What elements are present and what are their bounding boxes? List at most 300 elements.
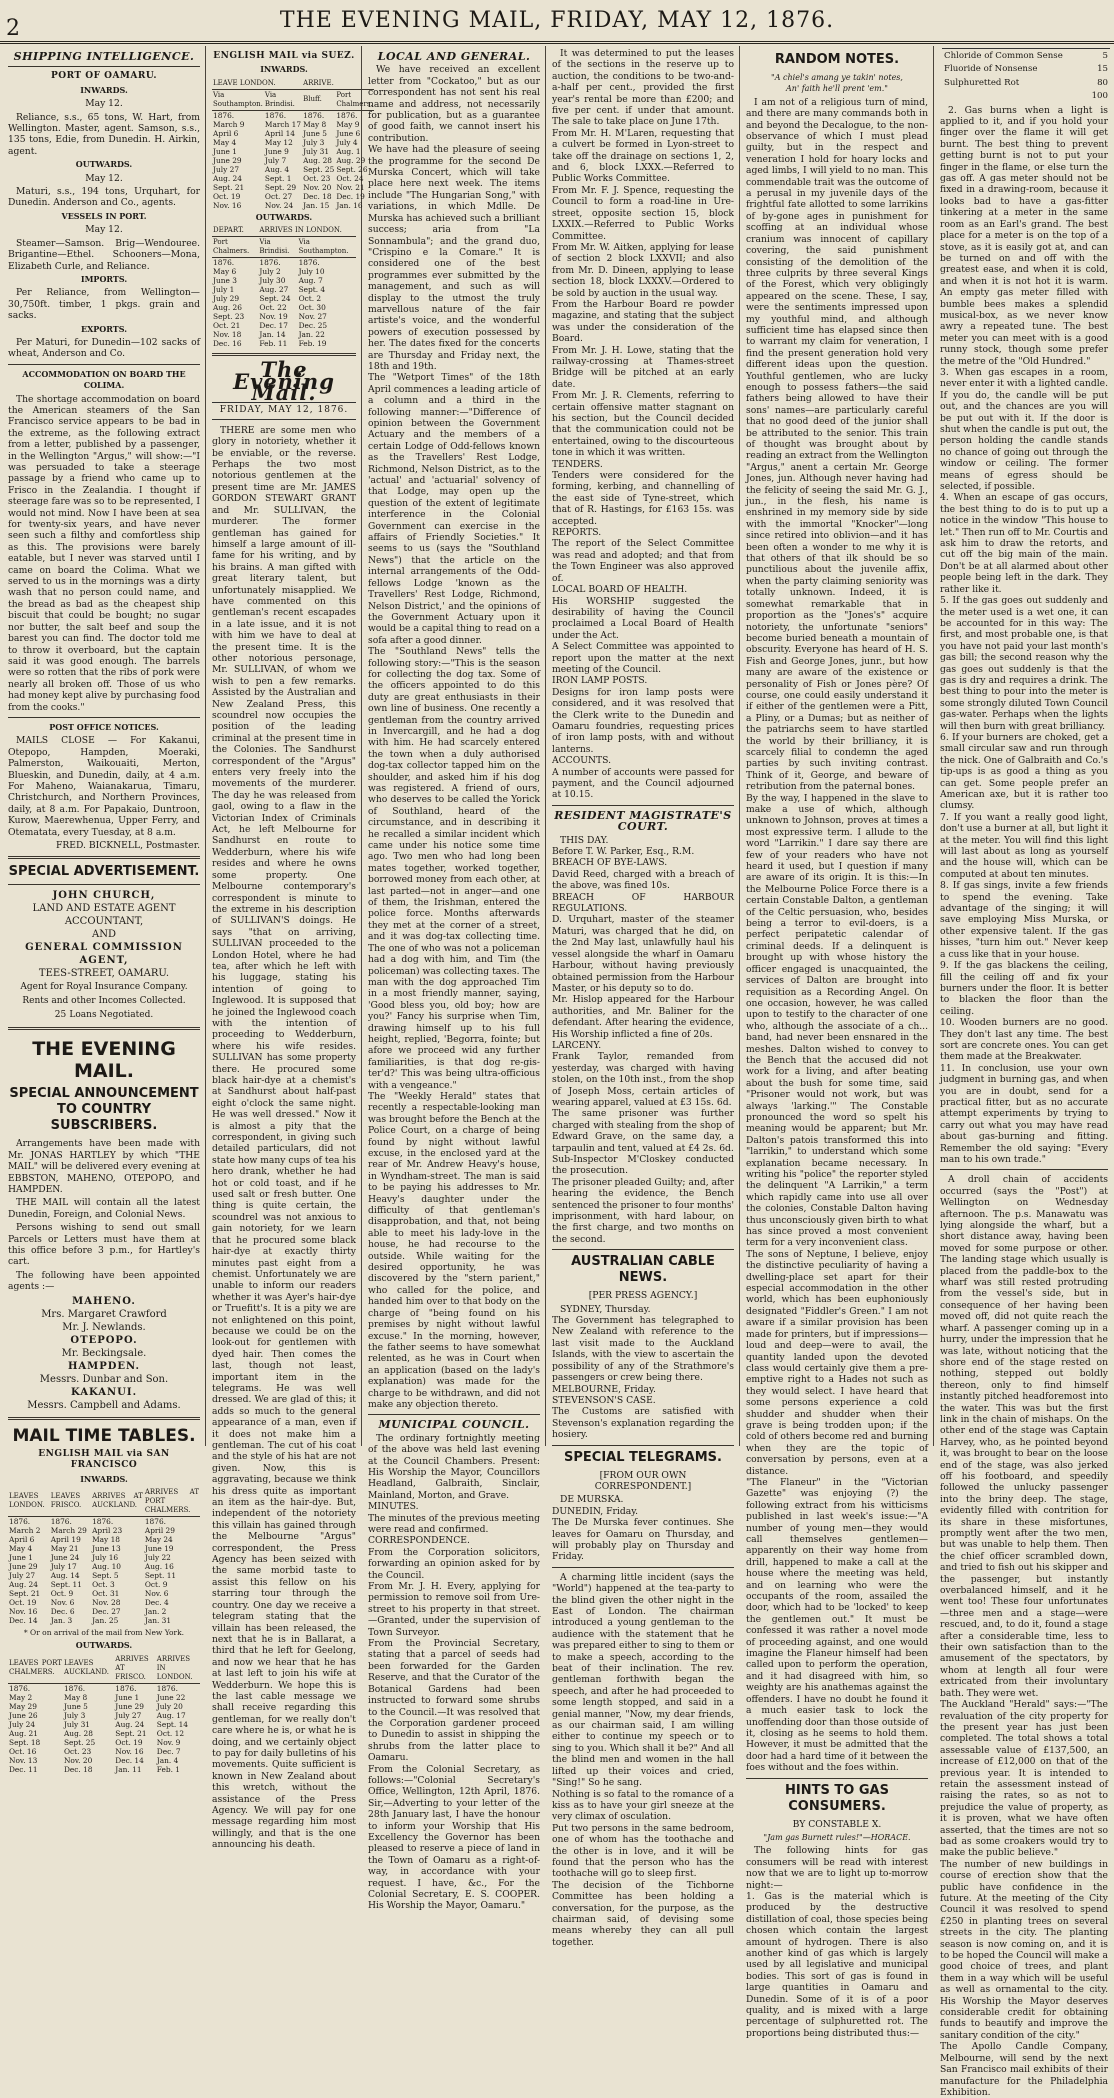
church-number: 25 xyxy=(54,1010,67,1021)
divider xyxy=(8,1027,200,1030)
table-cell: Feb. 1 xyxy=(156,1764,180,1774)
vessels-date: May 12. xyxy=(85,224,123,236)
table-header: ARRIVES AT AUCKLAND. xyxy=(91,1487,144,1517)
table-cell: July 24 xyxy=(9,1719,36,1729)
table-cell: July 3 xyxy=(63,1710,86,1720)
table-cell: 1876. xyxy=(259,258,281,268)
table-cell: April 23 xyxy=(92,1525,123,1535)
cable-agency: [PER PRESS AGENCY.] xyxy=(588,1290,698,1302)
table-cell: Oct. 16 xyxy=(9,1746,37,1756)
table-cell: 1876. xyxy=(213,110,235,120)
column-4 xyxy=(548,48,738,1948)
table-cell: Chloride of Common Sense xyxy=(944,51,1063,61)
special-advertisement-heading: SPECIAL ADVERTISEMENT. xyxy=(8,864,200,880)
agent-names: Mrs. Margaret Crawford Mr. J. Newlands. xyxy=(41,1308,167,1333)
table-cell: 1876. xyxy=(336,110,358,120)
exports-text: Per Maturi, for Dunedin—102 sacks of wheat, Anderson and Co. xyxy=(8,336,200,360)
table-row xyxy=(212,174,374,183)
gas-hints-byline: BY CONSTABLE X. xyxy=(792,1818,882,1830)
divider xyxy=(746,1778,928,1779)
table-header: ARRIVES IN LONDON. xyxy=(156,1654,200,1684)
table-cell: June 29 xyxy=(115,1701,144,1711)
table-cell: 1876. xyxy=(144,1516,167,1526)
table-header: ARRIVE. xyxy=(302,78,373,90)
table-cell: Oct. 30 xyxy=(298,303,326,313)
table-header: ARRIVES AT PORT CHALMERS. xyxy=(144,1487,200,1517)
table-cell: March 29 xyxy=(50,1525,87,1535)
table-cell: Aug. 28 xyxy=(303,155,332,165)
miscellany-text: A droll chain of accidents occurred (says the "Post") at Wellington on Wednesday afternoon. The p.s. Manawatu was lying alongside the wharf, but a short distance away, having been moved for some purpose or other. The landing stage which usually is placed from the paddle-box to the wharf was still rested protruding from the vessel's side, but in consequence of her having been moved off, did not quite reach the wharf. A passenger coming up in a hurry, under the impression that he was late, without noticing that the shore end of the stage rested on nothing, stepped out boldly thereon, only to find himself instantly pitched headforemost into the water. This was but the first link in the chain of mishaps. On the other end of the stage was Captain Harvey, who, as he pointed beyond it, was brought to bear on the loose end of the stage, was also jerked off his footboard, and speedily followed the unlucky passenger into the briny deep. The stage, evidently filled with contrition for its share in these misfortunes, promptly went after the two men, but was unable to help them. Then the chief officer scrambled down, and tried to fish out his skipper and the passenger, but instantly overbalanced himself, and it he went too! These four unfortunates—three men and a stage—were rescued, and, to do it, found a stage after a considerable time, less to their own satisfaction than to the amusement of the spectators, by whom at length all four were extricated from their involuntary bath. They were wet. The Auckland "Herald" says:—"The revaluation of the city property for the present year has just been completed. The total shows a total assessable value of £137,500, an increase of £12,000 on that of the previous year. It is intended to retain the assessment instead of raising the rates, so as not to prejudice the value of property, as it is proven, what we have often asserted, that the times are not so bad as some croakers would try to make the public believe." The number of new buildings in course of erection show that the public have confidence in the future. At the meeting of the City Council it was resolved to spend £250 in planting trees on several streets in the city. The planting season is now coming on, and it is to be hoped the Council will make a good choice of trees, and plant them in a way which will be useful as well as ornamental to the city. His Worship the Mayor deserves considerable credit for obtaining funds to beautify and improve the sanitary condition of the city." The Apollo Candle Company, Melbourne, will send by the next San Francisco mail exhibits of their manufacture for the Philadelphia Exhibition. xyxy=(940,1174,1108,2098)
table-body xyxy=(8,1516,200,1625)
table-cell: Sept. 21 xyxy=(9,1588,41,1598)
table-header-row xyxy=(8,1487,200,1517)
table-cell: Oct. 19 xyxy=(115,1737,143,1747)
evening-mail-text: The following have been appointed agents :— xyxy=(8,1269,200,1293)
table-cell: May 12 xyxy=(264,137,293,147)
table-cell: July 29 xyxy=(213,294,240,304)
table-cell: Oct. 19 xyxy=(9,1597,37,1607)
table-row xyxy=(212,201,374,210)
agent-list xyxy=(8,1295,200,1412)
table-row xyxy=(8,1765,200,1774)
table-row xyxy=(212,330,356,339)
column-3 xyxy=(364,48,544,1912)
table-row xyxy=(212,110,374,120)
table-cell: Feb. 11 xyxy=(259,339,288,349)
table-header: DEPART. xyxy=(212,225,258,237)
table-cell: May 29 xyxy=(9,1701,37,1711)
table-row xyxy=(212,183,374,192)
table-row xyxy=(212,129,374,138)
table-cell: Nov. 27 xyxy=(298,312,327,322)
table-cell: July 31 xyxy=(63,1719,90,1729)
table-cell: Jan. 11 xyxy=(115,1764,142,1774)
divider xyxy=(8,1417,200,1420)
table-cell: 1876. xyxy=(92,1516,114,1526)
table-cell: Sept. 14 xyxy=(156,1719,189,1729)
table-header: Via Brindisi. xyxy=(258,237,297,258)
table-header: Via Brindisi. xyxy=(264,89,302,110)
table-header: LEAVES LONDON. xyxy=(8,1487,50,1517)
table-cell: 100 xyxy=(1091,91,1108,102)
issue-date: FRIDAY, MAY 12, 1876. xyxy=(212,402,356,419)
table-body xyxy=(212,110,374,210)
column-6 xyxy=(936,48,1112,2098)
suez-outwards-heading: OUTWARDS. xyxy=(255,211,313,222)
shipping-heading: SHIPPING INTELLIGENCE. xyxy=(13,50,195,63)
table-cell: May 6 xyxy=(213,267,237,277)
exports-heading: EXPORTS. xyxy=(80,323,128,334)
table-cell: Dec. 16 xyxy=(213,339,242,349)
table-row xyxy=(212,285,356,294)
random-notes-heading: RANDOM NOTES. xyxy=(774,52,900,67)
evening-mail-announcement: SPECIAL ANNOUNCEMENT TO COUNTRY SUBSCRIBERS. xyxy=(9,1086,199,1134)
table-cell: Dec. 11 xyxy=(9,1764,38,1774)
table-cell: Jan. 2 xyxy=(144,1606,167,1616)
table-row xyxy=(8,1526,200,1535)
church-line: Loans Negotiated. xyxy=(69,1010,154,1021)
table-cell: 1876. xyxy=(298,258,320,268)
table-row xyxy=(212,192,374,201)
table-cell: June 29 xyxy=(213,155,242,165)
table-cell: Dec. 25 xyxy=(298,321,328,331)
table-cell: July 16 xyxy=(92,1552,119,1562)
table-cell: May 8 xyxy=(303,119,327,129)
divider xyxy=(8,717,200,718)
table-row xyxy=(212,156,374,165)
table-cell: Sept. 4 xyxy=(298,285,326,295)
table-cell: Oct. 24 xyxy=(336,173,364,183)
table-row xyxy=(8,1544,200,1553)
table-cell: Nov. 6 xyxy=(50,1597,75,1607)
table-row xyxy=(212,258,356,268)
mail-sub-heading: ENGLISH MAIL via SAN FRANCISCO xyxy=(38,1448,170,1471)
sf-outwards-table xyxy=(8,1654,200,1774)
table-row xyxy=(212,165,374,174)
mail-time-tables-title: MAIL TIME TABLES. xyxy=(12,1425,196,1446)
table-header: LEAVES AUCKLAND. xyxy=(63,1654,114,1684)
gas-hints-continued: 2. Gas burns when a light is applied to it, and if you hold your finger over the flame it will get burnt. The best thing to prevent getting burnt is not to put your finger in the flame, or else turn the gas off. A gas meter should not be fixed in a drawing-room, because it looks bad to have a gas-fitter tinkering at a meter in the same room as an Earl's grand. The best place for a meter is on the top of a stove, as it is easily got at, and can be turned on and off with the greatest ease, and when it is cold, and when it is not hot it is warm. An empty gas meter filled with bumble bees makes a splendid musical-box, as we never know awry a repeated tune. The best meter you can meet with is a good runny stock, though some prefer the metre of the "Old Hundred." 3. When gas escapes in a room, never enter it with a lighted candle. If you do, the candle will be put out, and the chances are you will be put out with it. If the door is shut when the candle is put out, the person holding the candle stands no chance of going out through the window or ceiling. The former means of egress should be selected, if possible. 4. When an escape of gas occurs, the best thing to do is to put up a notice in the window "This house to let." Then run off to Mr. Courtis and ask him to draw the retorts, and cut off the big main of the main. Don't be at all alarmed about other people being left in the dark. They rather like it. 5. If the gas goes out suddenly and the meter used is a wet one, it can be accounted for in this way: The first, and most probable one, is that you have not paid your last month's gas bill; the second reason why the gas goes out suddenly is that the gas is dry and requires a drink. The best thing to pour into the meter is some strongly diluted Town Council gas-water. Perhaps when the lights will then burn with great brilliancy. 6. If your burners are choked, get a small circular saw and run through the nick. One of Galbraith and Co.'s tip-ups is as good a thing as you can get. Some people prefer an American axe, but it is rather too clumsy. 7. If you want a really good light, don't use a burner at all, but light it at the meter. You will find this light will last about as long as yourself and the house will, which can be computed at about ten minutes. 8. If gas sings, invite a few friends to spend the evening. Take advantage of the singing; it will save employing Miss Murska, or other expensive talent. If the gas hisses, "turn him out." Never keep a cuss like that in your house. 9. If the gas blackens the ceiling, fill the ceiling off and fix your burners under the floor. It is better to blacken the floor than the ceiling. 10. Wooden burners are no good. They don't last any time. The best sort are concrete ones. You can get them made at the Breakwater. 11. In conclusion, use your own judgment in burning gas, and when you are in doubt, send for a practical fitter, but as no accurate attempt experiments by trying to carry out what you may have read about gas-burning and fitting. Remember the old saying: "Every man to his own trade." xyxy=(940,104,1108,1165)
table-row xyxy=(8,1693,200,1702)
table-cell: Feb. 19 xyxy=(298,339,327,349)
table-cell: July 2 xyxy=(259,267,281,277)
table-cell: Dec. 18 xyxy=(303,191,332,201)
suez-inwards-table xyxy=(212,78,374,210)
table-cell: June 5 xyxy=(303,128,327,138)
table-cell: Aug. 17 xyxy=(156,1710,186,1720)
table-body xyxy=(212,258,356,349)
table-cell: Nov. 28 xyxy=(92,1597,121,1607)
table-cell: July 27 xyxy=(213,164,240,174)
table-cell: Oct. 23 xyxy=(63,1746,92,1756)
church-line: GENERAL COMMISSION AGENT, xyxy=(25,942,183,967)
table-cell: April 19 xyxy=(50,1534,81,1544)
table-cell: Oct. 12 xyxy=(156,1728,185,1738)
sf-inwards-table xyxy=(8,1487,200,1625)
table-cell: 5 xyxy=(1102,51,1108,61)
table-header-row xyxy=(212,237,356,258)
table-header-row xyxy=(212,89,374,110)
table-cell: Nov. 18 xyxy=(213,330,242,340)
post-text: MAILS CLOSE — For Kakanui, Otepopo, Hampden, Moeraki, Palmerston, Waikouaiti, Merton, Blueskin, and Dunedin, daily, at 4 a.m. For Maheno, Waianakarua, Timaru, Christchurch, and Northern Provinces, daily, at 8 a.m. For Papakaio, Duntroon, Kurow, Maerewhenua, Upper Ferry, and Otematata, every Tuesday, at 8 a.m. xyxy=(8,735,200,838)
table-cell: July 4 xyxy=(336,137,358,147)
table-header: Via Southampton. xyxy=(298,237,356,258)
table-cell: Sept. 23 xyxy=(213,312,245,322)
table-cell: Aug. 7 xyxy=(298,276,323,286)
table-cell: Sept. 26 xyxy=(336,164,368,174)
agent-town: KAKANUI. xyxy=(70,1386,138,1398)
page-number: 2 xyxy=(6,16,20,41)
table-row xyxy=(8,1516,200,1526)
evening-mail-title: THE EVENING MAIL. xyxy=(32,1038,176,1083)
table-cell: May 4 xyxy=(213,137,237,147)
table-cell: 15 xyxy=(1097,64,1108,75)
local-general-heading: LOCAL AND GENERAL. xyxy=(377,50,531,63)
table-row xyxy=(212,276,356,285)
column-rule xyxy=(739,46,740,1446)
table-body xyxy=(8,1683,200,1774)
table-cell: Sept. 24 xyxy=(259,294,291,304)
table-cell: Aug. 4 xyxy=(264,164,290,174)
table-cell: June 13 xyxy=(92,1543,121,1553)
table-cell: Sept. 1 xyxy=(264,173,292,183)
column-2 xyxy=(208,48,373,1851)
mail-inwards-heading: INWARDS. xyxy=(80,1473,128,1484)
table-cell: Oct. 22 xyxy=(259,303,287,313)
post-heading: POST OFFICE NOTICES. xyxy=(49,721,159,732)
table-header-row xyxy=(8,1654,200,1684)
table-cell: May 24 xyxy=(144,1534,173,1544)
table-header: ARRIVES AT FRISCO. xyxy=(114,1654,155,1684)
suez-heading: ENGLISH MAIL via SUEZ. xyxy=(213,51,355,61)
rm-court-heading: RESIDENT MAGISTRATE'S COURT. xyxy=(554,808,732,834)
table-cell: Jan. 15 xyxy=(303,200,330,210)
table-cell: Oct. 23 xyxy=(303,173,331,183)
table-row xyxy=(212,267,356,276)
table-cell: Dec. 14 xyxy=(9,1615,38,1625)
special-telegrams-heading: SPECIAL TELEGRAMS. xyxy=(564,1449,722,1465)
suez-outwards-table xyxy=(212,225,356,348)
table-row xyxy=(8,1562,200,1571)
table-row xyxy=(8,1720,200,1729)
table-cell: Jan. 14 xyxy=(259,330,286,340)
imports-heading: IMPORTS. xyxy=(80,273,128,284)
column-1 xyxy=(4,48,204,1774)
outwards-heading: OUTWARDS. xyxy=(75,159,133,170)
divider xyxy=(552,1567,734,1568)
masthead xyxy=(0,0,1114,44)
table-cell: Oct. 21 xyxy=(213,321,241,331)
table-cell: Jan. 3 xyxy=(50,1615,73,1625)
local-general-text: We have received an excellent letter from "Cockatoo," but as our correspondent has not sent his real name and address, not necessarily for publication, but as a guarantee of good faith, we cannot insert his contribution. We have had the pleasure of seeing the programme for the second De Murska Concert, which will take place here next week. The items include "The Hungarian Song," with variations, in which Mdlle. De Murska has achieved such a brilliant success; aria from "La Sonnambula"; and the grand duo, "Crispino e la Comare." It is considered one of the best programmes ever submitted by the management, and such as will display to the utmost the truly marvellous nature of the fair artiste's voice, and the wonderful powers of execution possessed by her. The dates fixed for the concerts are Thursday and Friday next, the 18th and 19th. The "Wetport Times" of the 18th April commences a leading article of a column and a third in the following manner:—"Difference of opinion between the Government Actuary and the members of a certain Lodge of Odd-fellows known as the Travellers' Rest Lodge, Richmond, Nelson District, as to the 'actual' and 'actuarial' solvency of that Lodge, may open up the question of the extent of legitimate interference in the Colonial Government can exercise in the affairs of Friendly Societies." It seems to us (says the "Southland News") that the article on the internal arrangements of the Odd-fellows Lodge 'known as the Travellers' Rest Lodge, Richmond, Nelson District,' and the opinions of the Government Actuary upon it would be a capital thing to read on a sofa after a good dinner. The "Southland News" tells the following story:—"This is the season for collecting the dog tax. Some of the officers appointed to do this duty are great enthusiasts in their own line of business. One recently a gentleman from the country arrived in Invercargill, and he had a dog with him. He had scarcely entered the town when a duly authorised dog-tax collector tapped him on the shoulder, and asked him if his dog was registered. A friend of ours, who deserves to be called the Yorick of Southland, heard of the circumstance, and in describing it he recalled a similar incident which came under his notice some time ago. Two men who had long been mates together, worked together, borrowed money from each other, at last parted—not in anger—and one of them, the Irishman, entered the police force. Months afterwards they met at the corner of a street, and it was dog-tax collecting time. The one of who was not a policeman had a dog with him, and Tim (the policeman) was collecting taxes. The man with the dog approached Tim in a most friendly manner, saying, 'Good bless you, old boy; how are you?' Fancy his surprise when Tim, drawing himself up to his full height, replied, 'Begorra, fointe; but afore we proceed wid any further familiarities, is that dog re-gis-ter'd?' This was being ultra-officious with a vengeance." The "Weekly Herald" states that recently a respectable-looking man was brought before the Bench at the Police Court, on a charge of being found by night without lawful excuse, in the enclosed yard at the rear of Mr. Andrew Heavy's house, in Wyndham-street. The man is said to be paying his addresses to Mr. Heavy's daughter under the difficulty of that gentleman's disapprobation, and that, not being able to meet his lady-love in the house, he had recourse to the outside. While waiting for the desired opportunity, he was discovered by the "stern parient," who called for the police, and handed him over to that body on the charge of "being found on his premises by night without lawful excuse." In the morning, however, the father seems to have somewhat relented, as he was in Court when an application (based on the lady's explanation) was made for the charge to be withdrawn, and did not make any objection thereto. xyxy=(368,64,540,1410)
table-row xyxy=(212,294,356,303)
column-rule xyxy=(205,46,206,1446)
table-cell: March 2 xyxy=(9,1525,41,1535)
divider xyxy=(552,1445,734,1446)
table-cell: Nov. 19 xyxy=(259,312,288,322)
table-row xyxy=(212,147,374,156)
gas-hints-motto: "Jam gas Burnett rules!"—HORACE. xyxy=(763,1832,911,1842)
table-cell: Sept. 11 xyxy=(50,1579,82,1589)
table-cell: Jan. 25 xyxy=(92,1615,119,1625)
table-row xyxy=(8,1616,200,1625)
table-cell: June 9 xyxy=(264,146,289,156)
evening-mail-text: Persons wishing to send out small Parcels or Letters must have them at this office before 3 p.m., for Hartley's cart. xyxy=(8,1222,200,1268)
table-cell: June 24 xyxy=(50,1552,80,1562)
table-cell: May 8 xyxy=(63,1692,88,1702)
table-cell: Dec. 7 xyxy=(156,1746,181,1756)
table-cell: Aug. 10 xyxy=(92,1561,122,1571)
suez-inwards-heading: INWARDS. xyxy=(260,64,308,75)
table-cell: Dec. 4 xyxy=(144,1597,169,1607)
evening-mail-text: Arrangements have been made with Mr. JONAS HARTLEY by which "THE MAIL" will be delivered every evening at EBBSTON, MAHENO, OTEPOPO, and HAMPDEN. xyxy=(8,1138,200,1196)
column-rule xyxy=(545,46,546,1446)
table-cell: 1876. xyxy=(9,1516,31,1526)
table-cell: Sept. 5 xyxy=(92,1570,119,1580)
table-cell: April 6 xyxy=(9,1534,35,1544)
colima-text: The shortage accommodation on board the American steamers of the San Francisco service appears to be bad in the extreme, as the following extract from a letter, published by a passenger, in the Wellington "Argus," will show:—"I was persuaded to take a steerage passage by a friend who came up to Frisco in the Zealandia. I thought if steerage fare was so to be represented, I would not mind. Now I have been at sea for twenty-six years, and have never seen such a filthy and comfortless ship as this. The provisions were barely eatable, but I never was starved until I came on board the Colima. What we served to us in the mornings was a dirty wash that no person could name, and the bread as bad as the cheapest ship biscuit that could be bought; no sugar nor butter, the salt beef and soup the barest you can find. The doctor told me to throw it overboard, but the captain said it was good enough. The barrels were so rotten that the ribs of pork were nearly all broken off. Those of us who had money kept alive by purchasing food from the cooks." xyxy=(8,393,200,713)
table-header: ARRIVES IN LONDON. xyxy=(258,225,356,237)
table-row xyxy=(944,51,1108,62)
table-header-row xyxy=(212,78,374,90)
table-cell: Aug. 21 xyxy=(9,1728,38,1738)
rm-court-text: THIS DAY. Before T. W. Parker, Esq., R.M. BREACH OF BYE-LAWS. David Reed, charged with a breach of the above, was fined 10s. BREACH OF HARBOUR REGULATIONS. D. Urquhart, master of the steamer Maturi, was charged that he did, on the 2nd May last, unlawfully haul his vessel alongside the wharf in Oamaru Harbour, without having previously obtained permission from the Harbour Master, or his deputy so to do. Mr. Hislop appeared for the Harbour authorities, and Mr. Baliner for the defendant. After hearing the evidence, His Worship inflicted a fine of 20s. LARCENY. Frank Taylor, remanded from yesterday, was charged with having stolen, on the 10th inst., from the shop of Joseph Moss, certain articles of wearing apparel, valued at £3 15s. 6d. The same prisoner was further charged with stealing from the shop of Edward Grave, on the same day, a tarpaulin and tent, valued at £4 2s. 6d. Sub-Inspector M'Closkey conducted the prosecution. The prisoner pleaded Guilty; and, after hearing the evidence, the Bench sentenced the prisoner to four months' imprisonment, with hard labour, on the first charge, and two months on the second. xyxy=(552,834,734,1245)
table-row xyxy=(8,1571,200,1580)
table-cell: May 9 xyxy=(336,119,360,129)
table-row xyxy=(8,1711,200,1720)
divider xyxy=(8,884,200,885)
agent-town: HAMPDEN. xyxy=(67,1360,141,1372)
table-cell: Oct. 27 xyxy=(264,191,293,201)
table-row xyxy=(8,1747,200,1756)
table-cell: Oct. 2 xyxy=(298,294,322,304)
table-cell: March 17 xyxy=(264,119,302,129)
table-cell: Oct. 19 xyxy=(213,191,241,201)
table-cell: May 2 xyxy=(9,1692,33,1702)
table-header: Bluff. xyxy=(302,89,335,110)
table-cell: 80 xyxy=(1097,77,1108,88)
column-rule xyxy=(933,46,934,1446)
table-cell: 1876. xyxy=(264,110,287,120)
table-cell: Oct. 31 xyxy=(92,1588,120,1598)
random-notes-motto: "A chiel's amang ye takin' notes, An' faith he'll prent 'em." xyxy=(771,73,903,94)
inwards-date: May 12. xyxy=(85,98,123,110)
table-cell: July 31 xyxy=(303,146,330,156)
table-cell: 1876. xyxy=(63,1683,86,1693)
table-cell: Aug. 24 xyxy=(9,1579,38,1589)
table-cell: July 3 xyxy=(303,137,325,147)
table-row xyxy=(8,1729,200,1738)
table-cell: Sept. 18 xyxy=(9,1737,41,1747)
church-line: Agent for Royal Insurance Company. Rents and other Incomes Collected. xyxy=(20,982,188,1007)
table-row xyxy=(8,1607,200,1616)
table-row xyxy=(944,91,1108,102)
table-header: Port Chalmers. xyxy=(212,237,258,258)
table-cell: Nov. 16 xyxy=(115,1746,144,1756)
table-row xyxy=(212,312,356,321)
table-cell: 1876. xyxy=(50,1516,72,1526)
table-cell xyxy=(944,91,1086,102)
table-cell: July 20 xyxy=(156,1701,183,1711)
divider xyxy=(940,1169,1108,1170)
table-cell: Nov. 21 xyxy=(336,182,365,192)
table-cell: July 10 xyxy=(298,267,325,277)
table-cell: June 3 xyxy=(213,276,237,286)
table-cell: Aug. 1 xyxy=(336,146,361,156)
paper-nameplate: The Evening Mail. xyxy=(233,357,335,406)
agent-names: Mr. Beckingsale. xyxy=(61,1347,147,1359)
mail-note: * Or on arrival of the mail from New York. xyxy=(23,1627,185,1637)
table-cell: July 30 xyxy=(259,276,286,286)
divider xyxy=(212,353,356,356)
divider xyxy=(552,1249,734,1250)
table-cell: Aug. 27 xyxy=(259,285,289,295)
outwards-text: Maturi, s.s., 194 tons, Urquhart, for Dunedin. Anderson and Co., agents. xyxy=(8,186,200,209)
divider xyxy=(552,805,734,806)
table-header: LEAVE LONDON. xyxy=(212,78,302,90)
table-cell: Aug. 16 xyxy=(144,1561,174,1571)
table-body xyxy=(944,51,1108,103)
table-cell: Nov. 6 xyxy=(144,1588,169,1598)
table-row xyxy=(212,303,356,312)
table-cell: July 17 xyxy=(50,1561,77,1571)
table-cell: April 14 xyxy=(264,128,295,138)
table-cell: 1876. xyxy=(303,110,325,120)
table-cell: March 9 xyxy=(213,119,245,129)
table-cell: Dec. 6 xyxy=(50,1606,75,1616)
table-row xyxy=(8,1598,200,1607)
table-cell: July 7 xyxy=(264,155,287,165)
gas-hints-heading: HINTS TO GAS CONSUMERS. xyxy=(785,1782,889,1814)
outwards-date: May 12. xyxy=(85,172,123,184)
table-cell: Aug. 29 xyxy=(336,155,366,165)
table-cell: Nov. 9 xyxy=(156,1737,181,1747)
masthead-title: THE EVENING MAIL, FRIDAY, MAY 12, 1876. xyxy=(279,8,835,33)
table-cell: April 6 xyxy=(213,128,239,138)
table-row xyxy=(944,78,1108,89)
table-row xyxy=(212,321,356,330)
table-cell: July 1 xyxy=(213,285,235,295)
table-cell: April 29 xyxy=(144,1525,175,1535)
table-cell: Nov. 16 xyxy=(213,200,242,210)
table-header: LEAVES PORT CHALMERS. xyxy=(8,1654,63,1684)
church-line: TEES-STREET, OAMARU. xyxy=(38,968,170,980)
table-cell: July 27 xyxy=(115,1710,142,1720)
table-row xyxy=(8,1553,200,1562)
agent-town: MAHENO. xyxy=(72,1295,136,1307)
table-cell: 1876. xyxy=(156,1683,178,1693)
table-cell: Jan. 4 xyxy=(156,1755,179,1765)
table-cell: Sept. 11 xyxy=(144,1570,177,1580)
table-cell: July 27 xyxy=(9,1570,36,1580)
table-cell: 1876. xyxy=(115,1683,137,1693)
church-advertisement xyxy=(8,889,200,1022)
table-cell: Aug. 14 xyxy=(50,1570,80,1580)
port-heading: PORT OF OAMARU. xyxy=(50,71,158,82)
church-line: ACCOUNTANT, xyxy=(64,916,144,928)
table-cell: Fluoride of Nonsense xyxy=(944,64,1038,75)
table-cell: Dec. 18 xyxy=(63,1764,93,1774)
table-cell: Dec. 19 xyxy=(336,191,365,201)
table-cell: Sept. 29 xyxy=(264,182,297,192)
table-header-row xyxy=(212,225,356,237)
column-rule xyxy=(361,46,362,1446)
table-cell: June 1 xyxy=(115,1692,140,1702)
cable-news-heading: AUSTRALIAN CABLE NEWS. xyxy=(571,1254,715,1286)
table-cell: June 1 xyxy=(9,1552,33,1562)
table-cell: Nov. 20 xyxy=(303,182,332,192)
vessels-text: Steamer—Samson. Brig—Wendouree. Brigantine—Ethel. Schooners—Mona, Elizabeth Curle, and Reliance. xyxy=(8,237,200,272)
table-row xyxy=(8,1702,200,1711)
agent-names: Messrs. Dunbar and Son. xyxy=(39,1373,169,1385)
table-cell: Oct. 3 xyxy=(92,1579,115,1589)
table-cell: 1876. xyxy=(213,258,235,268)
table-cell: Jan. 22 xyxy=(298,330,325,340)
imports-text: Per Reliance, from Wellington—30,750ft. timber, 1 pkgs. grain and sacks. xyxy=(8,287,200,322)
table-row xyxy=(8,1535,200,1544)
table-cell: Oct. 9 xyxy=(144,1579,168,1589)
divider xyxy=(8,66,200,67)
miscellany-text: A charming little incident (says the "World") happened at the tea-party to the blind given the other night in the East of London. The chairman introduced a young gentleman to the audience with the statement that he was prepared either to sing to them or to make a speech, according to the beat of their inclination. The rev. gentleman forthwith began the speech, and after he had proceeded to some length stopped, and said in a genial manner, "Now, my dear friends, as our chairman said, I am willing either to continue my speech or to sing to you. Which shall it be?" And all the blind men and women in the hall lifted up their voices and cried, "Sing!" So he sang. Nothing is so fatal to the romance of a kiss as to have your girl sneeze at the very climax of osculation. Put two persons in the same bedroom, one of whom has the toothache and the other is in love, and it will be found that the person who has the toothache will go to sleep first. The decision of the Tichborne Committee has been holding a conversation, for the purpose, as the chairman said, of devising some means whereby they can all pull together. xyxy=(552,1571,734,1948)
table-cell: Aug. 24 xyxy=(213,173,242,183)
council-heading: MUNICIPAL COUNCIL. xyxy=(378,1418,530,1432)
column-5 xyxy=(742,48,932,2039)
evening-mail-text: THE MAIL will contain all the latest Dunedin, Foreign, and Colonial News. xyxy=(8,1197,200,1220)
telegram-text: DE MURSKA. DUNEDIN, Friday. The De Murska fever continues. She leaves for Oamaru on Thursday, and will probably play on Thursday and Friday. xyxy=(552,1494,734,1563)
table-cell: June 6 xyxy=(336,128,361,138)
church-name: JOHN CHURCH, xyxy=(52,890,156,902)
table-header: Via Southampton. xyxy=(212,89,264,110)
